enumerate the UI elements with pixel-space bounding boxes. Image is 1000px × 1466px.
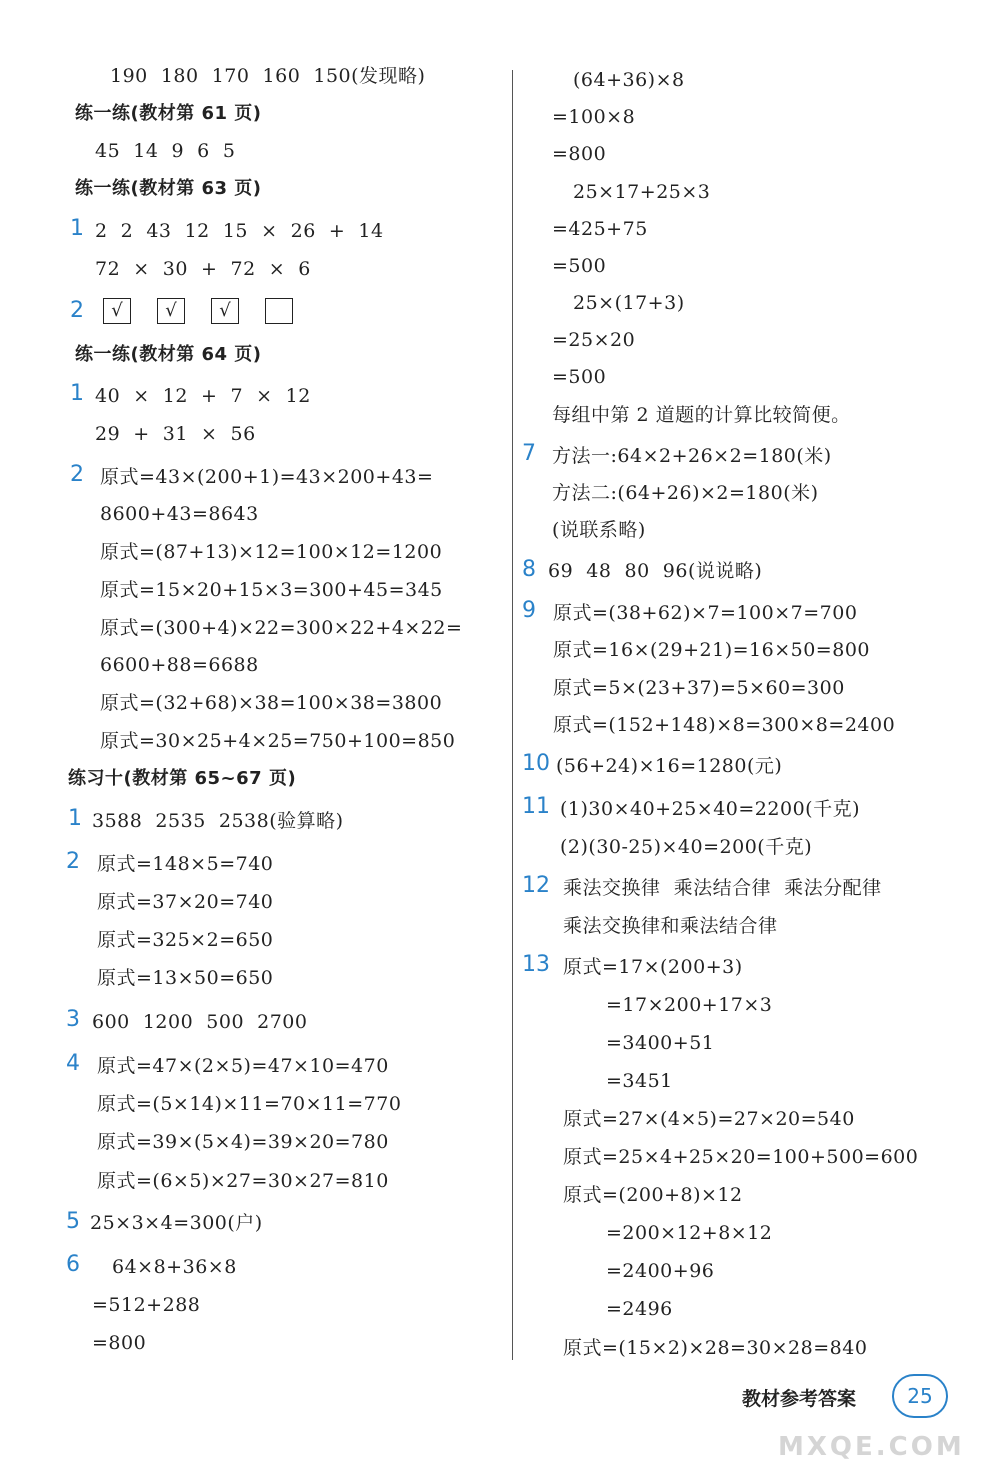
watermark: MXQE.COM	[778, 1432, 965, 1462]
answer-line: 原式=(152+148)×8=300×8=2400	[553, 714, 896, 736]
answer-line: 600 1200 500 2700	[92, 1011, 308, 1033]
answer-line: =100×8	[552, 106, 636, 128]
answer-line: 原式=15×20+15×3=300+45=345	[100, 579, 443, 601]
answer-line: 原式=47×(2×5)=47×10=470	[97, 1055, 389, 1077]
answer-line: =800	[552, 143, 607, 165]
answer-line: 原式=(200+8)×12	[563, 1184, 743, 1206]
answer-line: =3451	[606, 1070, 673, 1092]
answer-line: 29 + 31 × 56	[95, 423, 256, 445]
question-number: 6	[66, 1252, 80, 1277]
answer-line: (56+24)×16=1280(元)	[556, 755, 783, 777]
footer-label: 教材参考答案	[742, 1388, 857, 1410]
answer-line: 方法二:(64+26)×2=180(米)	[552, 482, 819, 504]
question-number: 7	[522, 441, 536, 466]
answer-line: 原式=39×(5×4)=39×20=780	[97, 1131, 389, 1153]
answer-line: (2)(30-25)×40=200(千克)	[560, 836, 813, 858]
answer-line: 原式=(87+13)×12=100×12=1200	[100, 541, 443, 563]
answer-line: =500	[552, 255, 607, 277]
question-number: 13	[522, 952, 550, 977]
answer-line: (64+36)×8	[573, 69, 685, 91]
answer-line: 乘法交换律 乘法结合律 乘法分配律	[563, 877, 882, 899]
question-number: 9	[522, 598, 536, 623]
answer-line: 原式=(38+62)×7=100×7=700	[553, 602, 858, 624]
question-number: 2	[70, 298, 84, 323]
check-box: √	[157, 298, 185, 324]
question-number: 5	[66, 1209, 80, 1234]
answer-line: 8600+43=8643	[100, 503, 259, 525]
question-number: 1	[68, 806, 82, 831]
section-heading: 练一练(教材第 61 页)	[75, 103, 262, 124]
answer-line: 原式=(15×2)×28=30×28=840	[563, 1337, 868, 1359]
answer-line: 原式=325×2=650	[97, 929, 274, 951]
answer-line: =800	[92, 1332, 147, 1354]
answer-line: 方法一:64×2+26×2=180(米)	[552, 445, 832, 467]
question-number: 8	[522, 557, 536, 582]
answer-line: =200×12+8×12	[606, 1222, 773, 1244]
answer-line: =425+75	[552, 218, 648, 240]
answer-line: 45 14 9 6 5	[95, 140, 236, 162]
check-box	[265, 298, 293, 324]
page-number: 25	[892, 1374, 948, 1418]
answer-line: 原式=25×4+25×20=100+500=600	[563, 1146, 919, 1168]
answer-line: 190 180 170 160 150(发现略)	[110, 65, 426, 87]
answer-line: 原式=5×(23+37)=5×60=300	[553, 677, 845, 699]
answer-line: 25×3×4=300(户)	[90, 1212, 263, 1234]
answer-line: 40 × 12 + 7 × 12	[95, 385, 311, 407]
question-number: 11	[522, 794, 550, 819]
answer-line: =500	[552, 366, 607, 388]
answer-line: 6600+88=6688	[100, 654, 259, 676]
checkbox-group	[103, 298, 293, 324]
answer-line: 3588 2535 2538(验算略)	[92, 810, 344, 832]
answer-line: 原式=(32+68)×38=100×38=3800	[100, 692, 443, 714]
answer-line: 2 2 43 12 15 × 26 + 14	[95, 220, 384, 242]
answer-line: 原式=37×20=740	[97, 891, 274, 913]
answer-line: 原式=27×(4×5)=27×20=540	[563, 1108, 855, 1130]
column-divider	[512, 70, 513, 1360]
answer-line: 原式=43×(200+1)=43×200+43=	[100, 466, 434, 488]
question-number: 10	[522, 751, 550, 776]
answer-line: =2400+96	[606, 1260, 715, 1282]
answer-line: 原式=(300+4)×22=300×22+4×22=	[100, 617, 463, 639]
section-heading: 练一练(教材第 63 页)	[75, 178, 262, 199]
answer-line: 原式=16×(29+21)=16×50=800	[553, 639, 870, 661]
answer-line: =17×200+17×3	[606, 994, 773, 1016]
answer-line: 原式=(5×14)×11=70×11=770	[97, 1093, 402, 1115]
section-heading: 练一练(教材第 64 页)	[75, 344, 262, 365]
answer-line: =3400+51	[606, 1032, 715, 1054]
question-number: 1	[70, 381, 84, 406]
question-number: 1	[70, 216, 84, 241]
answer-line: 64×8+36×8	[112, 1256, 237, 1278]
answer-line: 25×17+25×3	[573, 181, 711, 203]
answer-line: =2496	[606, 1298, 673, 1320]
answer-line: 69 48 80 96(说说略)	[548, 560, 763, 582]
answer-line: 原式=13×50=650	[97, 967, 274, 989]
question-number: 12	[522, 873, 550, 898]
check-box: √	[211, 298, 239, 324]
answer-line: 原式=(6×5)×27=30×27=810	[97, 1170, 389, 1192]
section-heading: 练习十(教材第 65~67 页)	[68, 768, 297, 789]
answer-line: =25×20	[552, 329, 636, 351]
answer-line: 25×(17+3)	[573, 292, 685, 314]
check-box: √	[103, 298, 131, 324]
question-number: 2	[66, 849, 80, 874]
answer-line: (1)30×40+25×40=2200(千克)	[560, 798, 860, 820]
answer-line: 72 × 30 + 72 × 6	[95, 258, 311, 280]
answer-line: 原式=148×5=740	[97, 853, 274, 875]
question-number: 2	[70, 462, 84, 487]
question-number: 4	[66, 1051, 80, 1076]
answer-line: 原式=17×(200+3)	[563, 956, 743, 978]
answer-line: 乘法交换律和乘法结合律	[563, 915, 778, 937]
answer-line: (说联系略)	[552, 519, 646, 541]
answer-line: 原式=30×25+4×25=750+100=850	[100, 730, 456, 752]
answer-note: 每组中第 2 道题的计算比较简便。	[552, 404, 851, 426]
answer-line: =512+288	[92, 1294, 201, 1316]
question-number: 3	[66, 1007, 80, 1032]
